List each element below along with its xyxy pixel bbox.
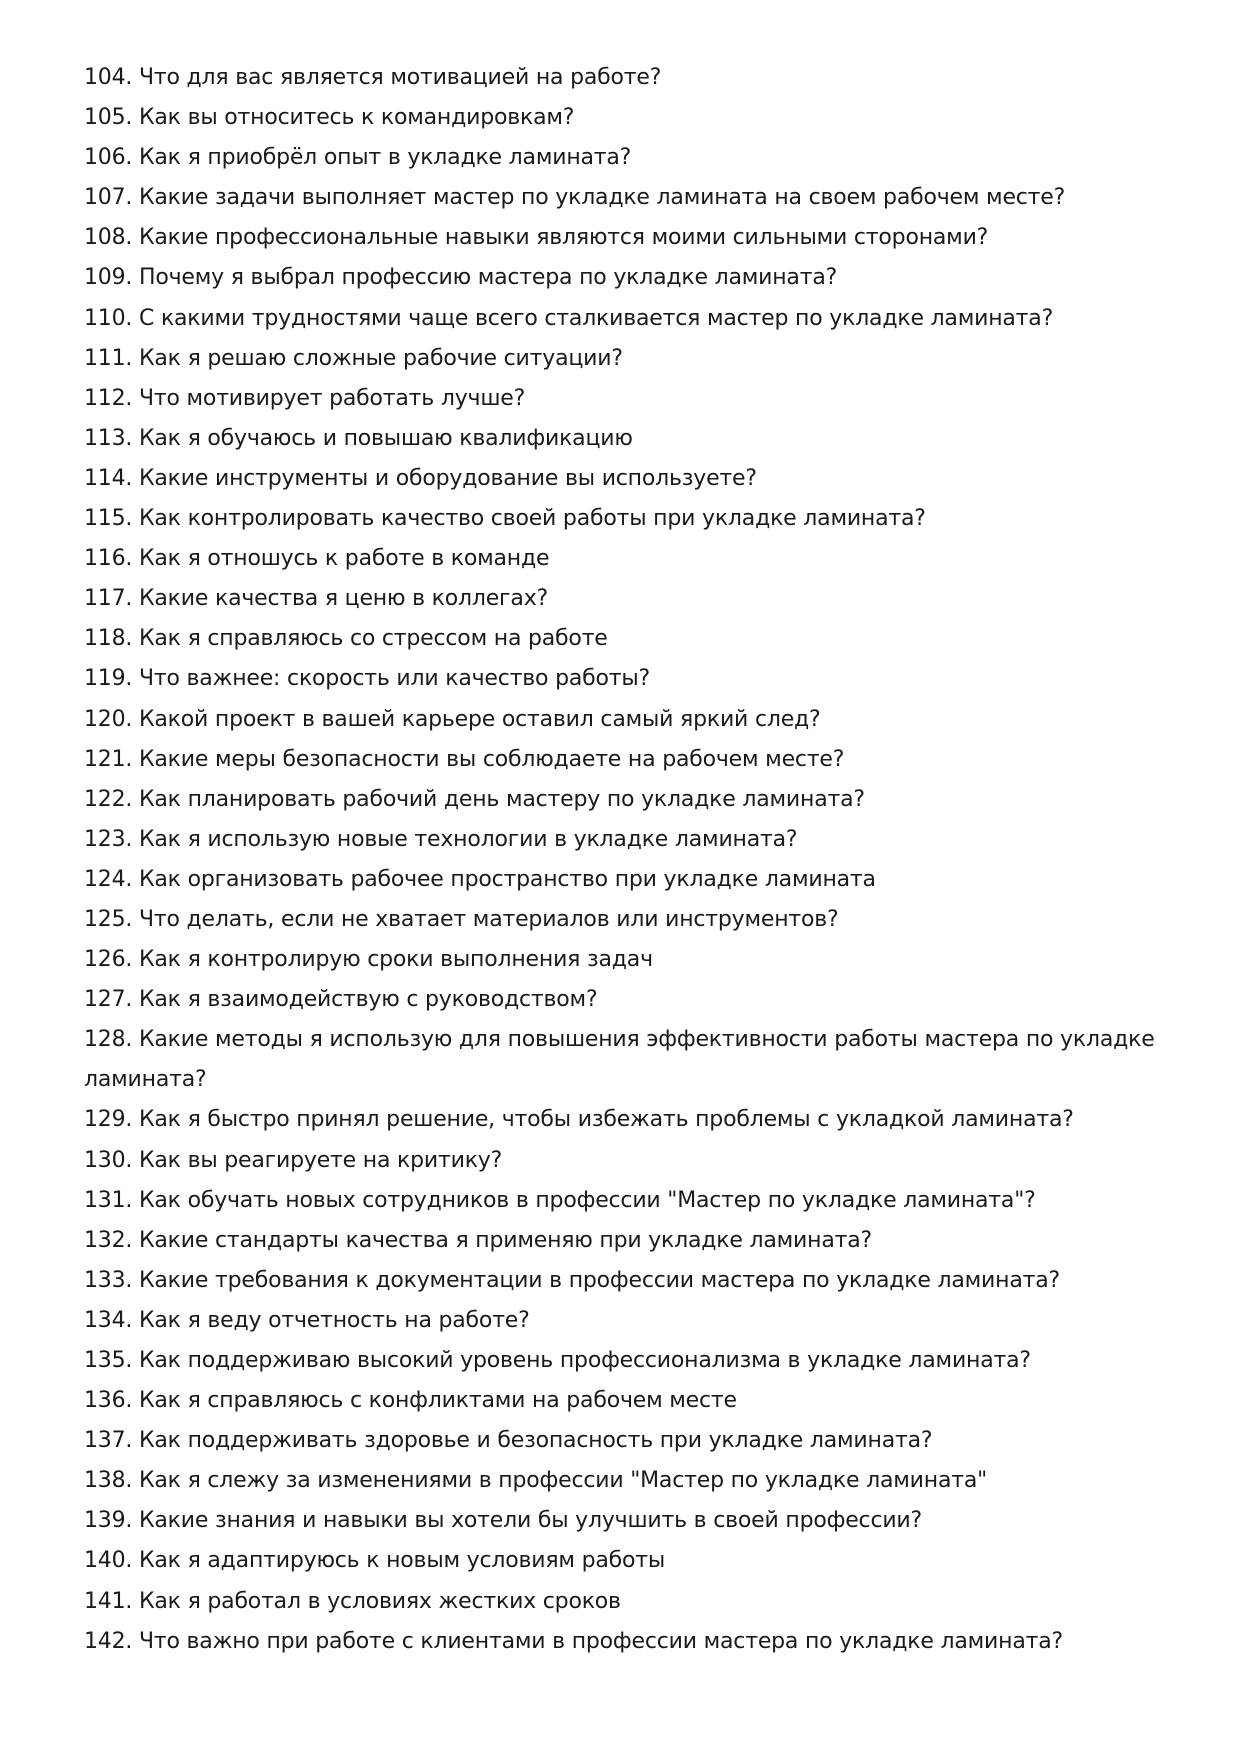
question-text: Какие стандарты качества я применяю при укладке ламината?: [138, 1227, 872, 1253]
question-number: 134.: [84, 1307, 133, 1333]
question-number: 118.: [84, 626, 133, 652]
question-item: [84, 299, 1174, 339]
question-text: Какие меры безопасности вы соблюдаете на рабочем месте?: [138, 746, 845, 772]
question-text: Как я обучаюсь и повышаю квалификацию: [138, 425, 633, 451]
question-number: 115.: [84, 506, 133, 532]
question-text: Как я быстро принял решение, чтобы избежать проблемы с укладкой ламината?: [138, 1107, 1074, 1133]
question-number: 107.: [84, 185, 133, 211]
question-item: [84, 900, 1174, 940]
question-number: 136.: [84, 1388, 133, 1414]
question-text: Что делать, если не хватает материалов или инструментов?: [138, 906, 839, 932]
question-item: [84, 539, 1174, 579]
question-item: [84, 1181, 1174, 1221]
question-number: 140.: [84, 1548, 133, 1574]
question-number: 120.: [84, 706, 133, 732]
question-number: 129.: [84, 1107, 133, 1133]
question-text: Как планировать рабочий день мастеру по укладке ламината?: [138, 786, 865, 812]
question-item: [84, 700, 1174, 740]
question-text: Как обучать новых сотрудников в профессии "Мастер по укладке ламината"?: [138, 1187, 1036, 1213]
question-item: [84, 178, 1174, 218]
question-item: [84, 379, 1174, 419]
question-text: Что важнее: скорость или качество работы?: [138, 666, 651, 692]
question-item: [84, 58, 1174, 98]
question-number: 112.: [84, 385, 133, 411]
question-item: [84, 98, 1174, 138]
question-item: [84, 1421, 1174, 1461]
question-text: Какие задачи выполняет мастер по укладке ламината на своем рабочем месте?: [138, 185, 1066, 211]
question-number: 138.: [84, 1468, 133, 1494]
question-number: 106.: [84, 145, 133, 171]
question-number: 122.: [84, 786, 133, 812]
question-item: [84, 1541, 1174, 1581]
question-item: [84, 1622, 1174, 1662]
question-number: 116.: [84, 546, 133, 572]
question-item: [84, 1100, 1174, 1140]
question-number: 131.: [84, 1187, 133, 1213]
question-number: 109.: [84, 265, 133, 291]
question-text: Какие инструменты и оборудование вы используете?: [138, 465, 757, 491]
question-item: [84, 1501, 1174, 1541]
question-text: Почему я выбрал профессию мастера по укладке ламината?: [138, 265, 838, 291]
question-item: [84, 1582, 1174, 1622]
question-text: Какие знания и навыки вы хотели бы улучшить в своей профессии?: [138, 1508, 923, 1534]
question-item: [84, 740, 1174, 780]
question-text: Что важно при работе с клиентами в профессии мастера по укладке ламината?: [138, 1628, 1063, 1654]
question-text: Что для вас является мотивацией на работе?: [138, 65, 662, 90]
question-text: Как я слежу за изменениями в профессии "Мастер по укладке ламината": [138, 1468, 988, 1494]
question-number: 130.: [84, 1147, 133, 1173]
question-text: Какие качества я ценю в коллегах?: [138, 586, 548, 612]
question-item: [84, 138, 1174, 178]
question-text: Какой проект в вашей карьере оставил самый яркий след?: [138, 706, 821, 732]
question-text: Как я адаптируюсь к новым условиям работы: [138, 1548, 666, 1574]
question-number: 113.: [84, 425, 133, 451]
question-item: [84, 218, 1174, 258]
question-number: 139.: [84, 1508, 133, 1534]
question-text: Какие профессиональные навыки являются моими сильными сторонами?: [138, 225, 989, 251]
question-item: [84, 940, 1174, 980]
question-text: Как контролировать качество своей работы при укладке ламината?: [138, 506, 926, 532]
question-item: [84, 1341, 1174, 1381]
question-number: 124.: [84, 866, 133, 892]
question-number: 133.: [84, 1267, 133, 1293]
question-text: Как вы относитесь к командировкам?: [138, 105, 575, 131]
question-item: [84, 499, 1174, 539]
question-text: Как я решаю сложные рабочие ситуации?: [138, 345, 623, 371]
question-item: [84, 579, 1174, 619]
question-number: 135.: [84, 1348, 133, 1373]
question-number: 111.: [84, 345, 133, 371]
question-number: 126.: [84, 947, 133, 973]
question-number: 141.: [84, 1588, 133, 1614]
question-number: 128.: [84, 1027, 133, 1053]
question-text: Как я приобрёл опыт в укладке ламината?: [138, 145, 632, 171]
question-number: 119.: [84, 666, 133, 692]
question-number: 105.: [84, 105, 133, 131]
question-item: [84, 860, 1174, 900]
question-item: [84, 1261, 1174, 1301]
question-number: 110.: [84, 305, 133, 331]
question-number: 127.: [84, 987, 133, 1013]
question-number: 125.: [84, 906, 133, 932]
question-text: Как я отношусь к работе в команде: [138, 546, 550, 572]
question-number: 117.: [84, 586, 133, 612]
question-item: [84, 1141, 1174, 1181]
question-number: 114.: [84, 465, 133, 491]
question-item: [84, 820, 1174, 860]
question-item: [84, 1381, 1174, 1421]
question-item: [84, 659, 1174, 699]
question-list: [84, 58, 1174, 1662]
question-number: 121.: [84, 746, 133, 772]
question-text: Как поддерживаю высокий уровень профессионализма в укладке ламината?: [138, 1348, 1031, 1373]
question-text: Какие методы я использую для повышения эффективности работы мастера по укладке ламината?: [84, 1027, 1155, 1093]
question-text: Как организовать рабочее пространство при укладке ламината: [138, 866, 876, 892]
question-text: Что мотивирует работать лучше?: [138, 385, 526, 411]
question-item: [84, 1301, 1174, 1341]
question-item: [84, 419, 1174, 459]
question-item: [84, 339, 1174, 379]
question-item: [84, 1221, 1174, 1261]
question-item: [84, 1020, 1174, 1100]
question-text: Как я справляюсь со стрессом на работе: [138, 626, 608, 652]
question-item: [84, 459, 1174, 499]
question-item: [84, 980, 1174, 1020]
question-text: Как я справляюсь с конфликтами на рабочем месте: [138, 1388, 737, 1414]
question-text: Как я работал в условиях жестких сроков: [138, 1588, 621, 1614]
question-text: Как я использую новые технологии в укладке ламината?: [138, 826, 798, 852]
question-number: 137.: [84, 1428, 133, 1454]
question-number: 142.: [84, 1628, 133, 1654]
question-text: Какие требования к документации в профессии мастера по укладке ламината?: [138, 1267, 1060, 1293]
question-item: [84, 258, 1174, 298]
question-text: С какими трудностями чаще всего сталкивается мастер по укладке ламината?: [138, 305, 1054, 331]
question-number: 132.: [84, 1227, 133, 1253]
question-text: Как поддерживать здоровье и безопасность при укладке ламината?: [138, 1428, 933, 1454]
question-number: 104.: [84, 65, 133, 90]
question-text: Как вы реагируете на критику?: [138, 1147, 503, 1173]
question-item: [84, 1461, 1174, 1501]
question-number: 108.: [84, 225, 133, 251]
question-text: Как я веду отчетность на работе?: [138, 1307, 530, 1333]
question-text: Как я взаимодействую с руководством?: [138, 987, 598, 1013]
question-number: 123.: [84, 826, 133, 852]
question-text: Как я контролирую сроки выполнения задач: [138, 947, 653, 973]
question-item: [84, 780, 1174, 820]
question-item: [84, 619, 1174, 659]
